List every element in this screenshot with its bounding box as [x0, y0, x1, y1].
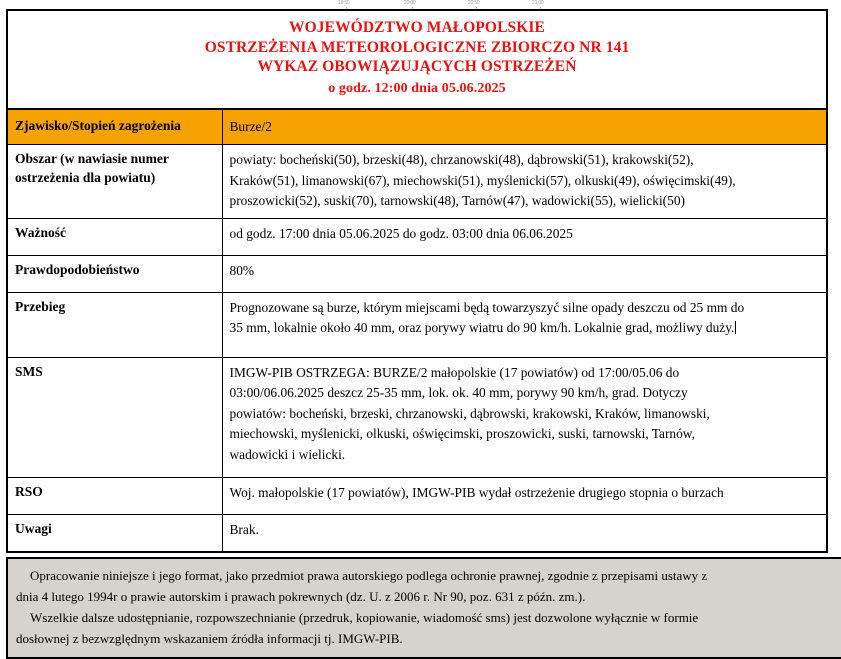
- axis-tick-label: 20:50: [468, 0, 480, 6]
- row-label-remarks: Uwagi: [7, 514, 222, 552]
- area-line-2: Kraków(51), limanowski(67), miechowski(51), myślenicki(57), olkuski(49), oświęcimski(49),: [229, 172, 736, 188]
- table-row-phenomenon-header: [7, 109, 827, 145]
- probability-line-1: 80%: [229, 262, 255, 278]
- axis-tick-mark: [540, 7, 541, 9]
- area-line-3: proszowicki(52), suski(70), tarnowski(48), Tarnów(47), wadowicki(55), wielicki(50): [229, 193, 685, 208]
- title-line-list-heading: WYKAZ OBOWIĄZUJĄCYCH OSTRZEŻEŃ: [257, 58, 577, 75]
- sms-line-1: IMGW-PIB OSTRZEGA: BURZE/2 małopolskie (17 powiatów) od 17:00/05.06 do: [229, 364, 680, 380]
- axis-tick-label: 20:00: [404, 0, 416, 6]
- header-label-phenomenon: Zjawisko/Stopień zagrożenia: [7, 109, 222, 145]
- row-value-area: [222, 145, 827, 219]
- row-value-validity: [222, 218, 827, 255]
- row-label-area-line2: ostrzeżenia dla powiatu): [15, 169, 156, 185]
- axis-tick-label: 21:00: [532, 0, 544, 6]
- row-value-rso: [222, 477, 827, 514]
- table-row-rso: [7, 477, 827, 514]
- rso-line-1: Woj. małopolskie (17 powiatów), IMGW-PIB wydał ostrzeżenie drugiego stopnia o burzach: [229, 484, 724, 500]
- disclaimer-line-2: dnia 4 lutego 1994r o prawie autorskim i prawach pokrewnych (dz. U. z 2006 r. Nr 90, poz. 631 z późn. zm.).: [16, 588, 586, 604]
- table-row-course: [7, 292, 827, 357]
- row-label-sms: SMS: [7, 357, 222, 477]
- sms-line-5: wadowicki i wielicki.: [229, 446, 346, 462]
- header-value-phenomenon: Burze/2: [222, 109, 827, 145]
- table-row-sms: [7, 357, 827, 477]
- disclaimer-line-3: Wszelkie dalsze udostępnianie, rozpowszechnianie (przedruk, kopiowanie, wiadomość sms) jest dozwolone wyłącznie w formie: [30, 609, 699, 625]
- disclaimer-line-4: dosłownej z bezwzględnym wskazaniem źródła informacji tj. IMGW-PIB.: [16, 630, 403, 646]
- course-line-2: 35 mm, lokalnie około 40 mm, oraz porywy wiatru do 90 km/h. Lokalnie grad, możliwy duży.: [230, 318, 820, 339]
- row-value-remarks: [222, 514, 827, 552]
- title-line-bulletin-number: OSTRZEŻENIA METEOROLOGICZNE ZBIORCZO NR 141: [204, 38, 630, 56]
- remarks-line-1: Brak.: [229, 521, 259, 537]
- row-label-probability: Prawdopodobieństwo: [7, 255, 222, 292]
- sms-line-3: powiatów: bocheński, brzeski, chrzanowski, dąbrowski, krakowski, Kraków, limanowski,: [229, 405, 710, 421]
- axis-tick-label: 19:50: [338, 0, 350, 6]
- axis-tick-mark: [412, 7, 413, 9]
- table-row-validity: [7, 218, 827, 255]
- row-value-probability: [222, 255, 827, 292]
- warnings-table: [6, 9, 828, 553]
- row-value-course: [222, 292, 827, 357]
- row-value-sms: [222, 357, 827, 477]
- sms-line-4: miechowski, myślenicki, olkuski, oświęcimski, proszowicki, suski, tarnowski, Tarnów,: [229, 426, 695, 441]
- cropped-chart-axis-strip: [0, 0, 841, 9]
- title-line-voivodeship: WOJEWÓDZTWO MAŁOPOLSKIE: [289, 19, 545, 36]
- document-title-block: [7, 10, 827, 109]
- warning-document: [6, 9, 826, 553]
- row-label-validity: Ważność: [7, 218, 222, 255]
- table-row-area: [7, 145, 827, 219]
- area-line-1: powiaty: bocheński(50), brzeski(48), chrzanowski(48), dąbrowski(51), krakowski(52),: [229, 152, 694, 167]
- disclaimer-line-1: Opracowanie niniejsze i jego format, jako przedmiot prawa autorskiego podlega ochronie prawnej, zgodnie z przepisami ustawy z: [30, 567, 708, 583]
- table-row-probability: [7, 255, 827, 292]
- table-row-title: [7, 10, 827, 109]
- axis-tick-mark: [476, 7, 477, 9]
- copyright-disclaimer: [6, 557, 841, 659]
- title-line-issue-time: o godz. 12:00 dnia 05.06.2025: [328, 80, 506, 96]
- axis-tick-mark: [346, 7, 347, 9]
- validity-line-1: od godz. 17:00 dnia 05.06.2025 do godz. 03:00 dnia 06.06.2025: [229, 225, 573, 241]
- row-label-area: [7, 145, 222, 219]
- course-line-1: Prognozowane są burze, którym miejscami będą towarzyszyć silne opady deszczu od 25 mm do: [229, 299, 745, 315]
- row-label-area-line1: Obszar (w nawiasie numer: [15, 151, 169, 166]
- sms-line-2: 03:00/06.06.2025 deszcz 25-35 mm, lok. ok. 40 mm, porywy 90 km/h, grad. Dotyczy: [229, 385, 688, 400]
- row-label-course: Przebieg: [7, 292, 222, 357]
- table-row-remarks: [7, 514, 827, 552]
- row-label-rso: RSO: [7, 477, 222, 514]
